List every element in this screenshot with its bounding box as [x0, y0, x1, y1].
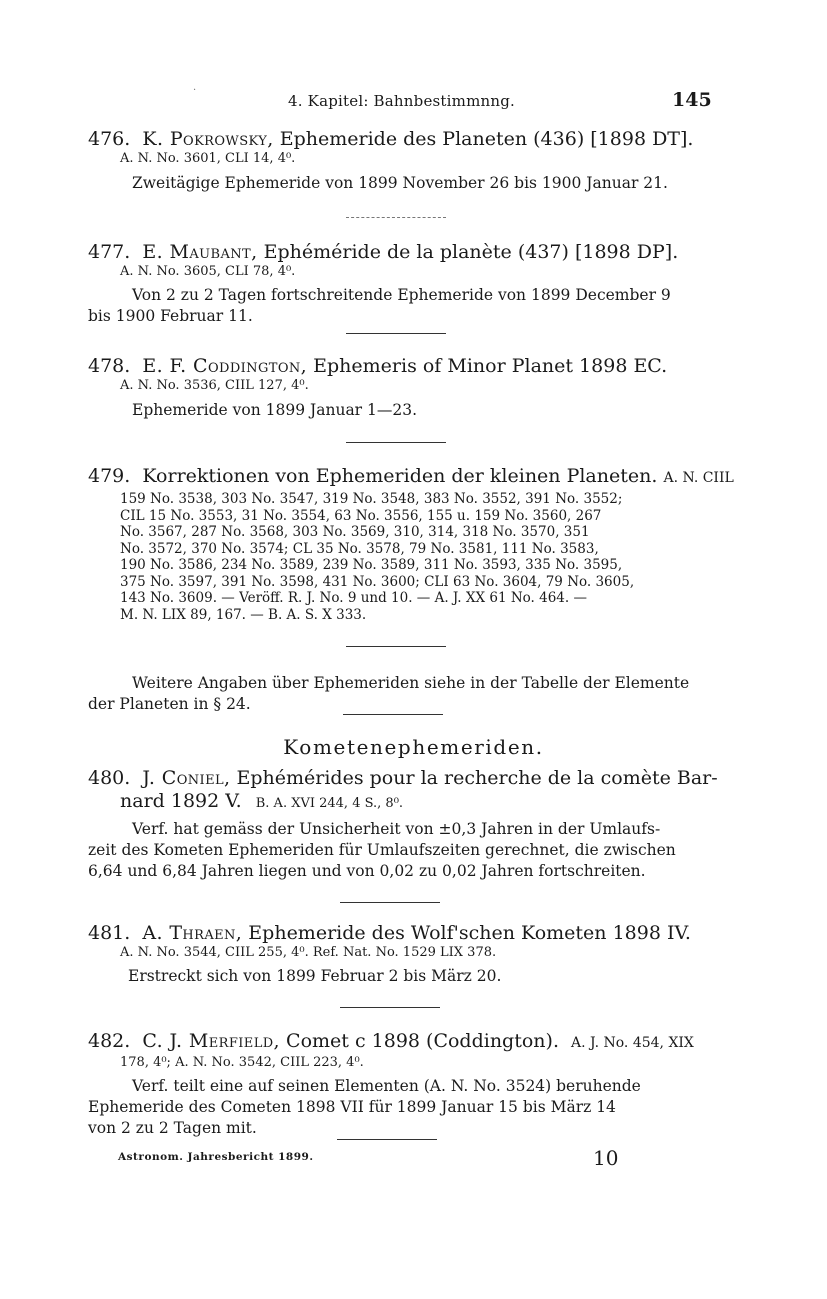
entry-text-line: Verf. hat gemäss der Unsicherheit von ±0,3 Jahren in der Umlaufs- — [132, 820, 661, 838]
separator — [343, 714, 443, 715]
entry-text: Erstreckt sich von 1899 Februar 2 bis März 20. — [128, 967, 502, 985]
entry-479 — [88, 465, 734, 623]
entry-476 — [88, 128, 708, 194]
ref-line: 375 No. 3597, 391 No. 3598, 431 No. 3600; CLI 63 No. 3604, 79 No. 3605, — [120, 573, 635, 590]
entry-text-line: zeit des Kometen Ephemeriden für Umlaufszeiten gerechnet, die zwischen — [88, 841, 676, 859]
entry-480 — [88, 767, 718, 882]
note-line: der Planeten in § 24. — [88, 695, 251, 713]
separator — [340, 902, 440, 903]
entry-text: Zweitägige Ephemeride von 1899 November 26 bis 1900 Januar 21. — [132, 174, 668, 192]
entry-references — [120, 491, 708, 623]
ref-line: 190 No. 3586, 234 No. 3589, 239 No. 3589, 311 No. 3593, 335 No. 3595, — [120, 557, 623, 573]
entry-citation: A. N. No. 3536, CIIL 127, 4⁰. — [120, 378, 309, 393]
signature-mark: 10 — [593, 1146, 619, 1170]
entry-citation: A. N. No. 3605, CLI 78, 4⁰. — [120, 264, 296, 279]
entry-heading: 482. C. J. Merfield, Comet c 1898 (Coddington). A. J. No. 454, XIX — [88, 1030, 694, 1052]
entry-author: J. Coniel, — [142, 767, 231, 789]
separator — [346, 217, 446, 218]
page-mark: · — [193, 85, 197, 96]
ref-line: 159 No. 3538, 303 No. 3547, 319 No. 3548, 383 No. 3552, 391 No. 3552; — [120, 491, 623, 507]
entry-heading: 478. E. F. Coddington, Ephemeris of Minor Planet 1898 EC. — [88, 355, 668, 377]
entry-481 — [88, 922, 708, 987]
entry-title-cont: nard 1892 V. — [120, 790, 242, 812]
separator — [337, 1139, 437, 1140]
entry-text-line: Von 2 zu 2 Tagen fortschreitende Ephemeride von 1899 December 9 — [132, 286, 671, 304]
entry-text-line: 6,64 und 6,84 Jahren liegen und von 0,02 zu 0,02 Jahren fortschreiten. — [88, 862, 646, 880]
ref-line: CIL 15 No. 3553, 31 No. 3554, 63 No. 3556, 155 u. 159 No. 3560, 267 — [120, 507, 602, 524]
entry-citation: A. N. No. 3601, CLI 14, 4⁰. — [120, 151, 296, 166]
entry-title: Ephéméride de la planète (437) [1898 DP]. — [263, 241, 679, 263]
footer-journal: Astronom. Jahresbericht 1899. — [118, 1151, 314, 1163]
page-number: 145 — [672, 89, 712, 111]
note-block — [88, 673, 708, 715]
entry-citation-start: A. J. No. 454, XIX — [571, 1035, 694, 1051]
entry-text-line: Ephemeride des Cometen 1898 VII für 1899 Januar 15 bis März 14 — [88, 1098, 616, 1116]
entry-text: Ephemeride von 1899 Januar 1—23. — [132, 401, 418, 419]
entry-citation: B. A. XVI 244, 4 S., 8⁰. — [255, 796, 404, 811]
entry-477 — [88, 241, 708, 327]
entry-author: E. Maubant, — [142, 241, 258, 263]
entry-heading: 476. K. Pokrowsky, Ephemeride des Planeten (436) [1898 DT]. — [88, 128, 694, 150]
note-line: Weitere Angaben über Ephemeriden siehe in der Tabelle der Elemente — [132, 674, 690, 692]
separator — [346, 333, 446, 334]
running-header: 4. Kapitel: Bahnbestimmnng. — [288, 92, 515, 110]
entry-author: C. J. Merfield, — [142, 1030, 280, 1052]
entry-478 — [88, 355, 708, 421]
entry-title: Comet c 1898 (Coddington). — [286, 1030, 559, 1052]
entry-citation: 178, 4⁰; A. N. No. 3542, CIIL 223, 4⁰. — [120, 1055, 364, 1070]
entry-author: A. Thraen, — [142, 922, 243, 944]
section-title: Kometenephemeriden. — [283, 735, 544, 759]
entry-title: Ephemeris of Minor Planet 1898 EC. — [313, 355, 668, 377]
entry-title: Ephemeride des Planeten (436) [1898 DT]. — [279, 128, 694, 150]
entry-title: Ephémérides pour la recherche de la comète Bar- — [236, 767, 718, 789]
entry-title: Korrektionen von Ephemeriden der kleinen Planeten. — [142, 465, 658, 487]
entry-heading: 480. J. Coniel, Ephémérides pour la recherche de la comète Bar- — [88, 767, 718, 789]
entry-heading: 477. E. Maubant, Ephéméride de la planète (437) [1898 DP]. — [88, 241, 679, 263]
entry-482 — [88, 1030, 708, 1139]
ref-line: M. N. LIX 89, 167. — B. A. S. X 333. — [120, 606, 367, 623]
entry-text-line: bis 1900 Februar 11. — [88, 307, 253, 325]
ref-line: No. 3567, 287 No. 3568, 303 No. 3569, 310, 314, 318 No. 3570, 351 — [120, 524, 590, 540]
entry-heading: 479. Korrektionen von Ephemeriden der kleinen Planeten. A. N. CIIL — [88, 465, 734, 487]
entry-author: E. F. Coddington, — [142, 355, 308, 377]
separator — [346, 646, 446, 647]
entry-citation: A. N. No. 3544, CIIL 255, 4⁰. Ref. Nat. No. 1529 LIX 378. — [120, 945, 497, 960]
entry-text-line: von 2 zu 2 Tagen mit. — [88, 1119, 257, 1137]
entry-citation-start: A. N. CIIL — [663, 470, 734, 486]
entry-title: Ephemeride des Wolf'schen Kometen 1898 IV. — [248, 922, 691, 944]
separator — [340, 1007, 440, 1008]
entry-heading: 481. A. Thraen, Ephemeride des Wolf'schen Kometen 1898 IV. — [88, 922, 691, 944]
separator — [346, 442, 446, 443]
entry-text-line: Verf. teilt eine auf seinen Elementen (A. N. No. 3524) beruhende — [132, 1077, 641, 1095]
ref-line: 143 No. 3609. — Veröff. R. J. No. 9 und 10. — A. J. XX 61 No. 464. — — [120, 590, 587, 606]
entry-author: K. Pokrowsky, — [142, 128, 274, 150]
ref-line: No. 3572, 370 No. 3574; CL 35 No. 3578, 79 No. 3581, 111 No. 3583, — [120, 540, 599, 557]
